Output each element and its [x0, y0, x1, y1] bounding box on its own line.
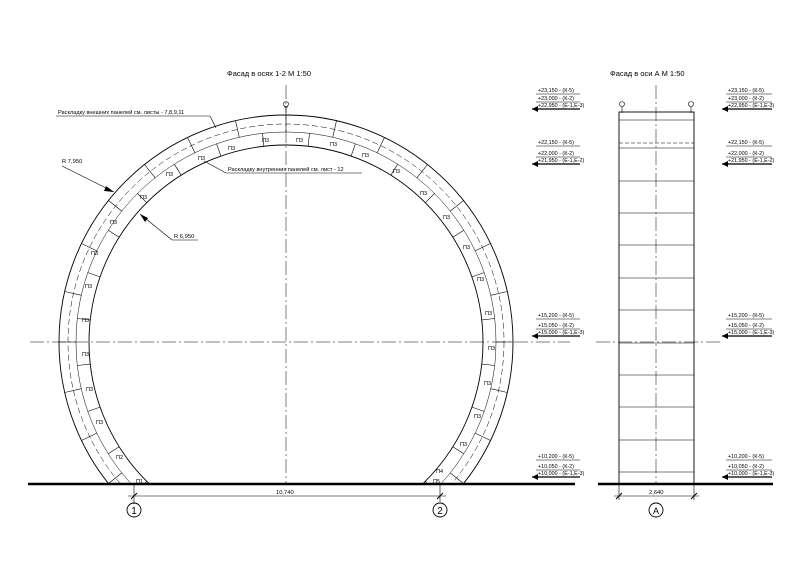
outer-panel-joint: [109, 201, 122, 212]
radius-outer-arrow: [104, 186, 114, 192]
outer-panel-joint: [417, 165, 428, 178]
lifting-lug-icon: [620, 102, 625, 114]
outer-panel-joint: [145, 506, 156, 519]
outer-panel-joint: [417, 506, 428, 519]
inner-panel-joint: [108, 447, 119, 454]
panel-mark: П2: [116, 455, 124, 461]
panel-mark: П3: [362, 153, 370, 159]
inner-panel-joint: [308, 538, 309, 551]
outer-panel-joint: [188, 531, 195, 546]
inner-panel-joint: [77, 364, 90, 365]
level-mark-label: +10,200 - (К-5): [538, 454, 574, 460]
panel-mark: П3: [96, 420, 104, 426]
inner-panel-joint: [308, 133, 309, 146]
level-mark-label: +15,000 - (Е-1,Е-3): [538, 330, 585, 336]
front-facade-title: Фасад в осях 1-2 М 1:50: [227, 69, 311, 78]
radius-inner-label: R 6,950: [174, 234, 195, 240]
level-mark-label: +22,000 - (К-2): [728, 151, 764, 157]
panel-mark: П5: [433, 479, 441, 485]
outer-panel-joint: [475, 244, 490, 251]
outer-panel-joint: [333, 547, 337, 564]
panel-mark: П3: [443, 215, 451, 221]
inner-panel-joint: [217, 144, 221, 156]
note-inner-panels: Раскладку внутренних панелей см. лист - 12: [228, 167, 344, 173]
inner-panel-joint: [217, 528, 221, 540]
panel-mark: П1: [136, 479, 144, 485]
level-arrow-icon: [532, 161, 538, 167]
note-outer-panels: Раскладку внешних панелей см. листы - 7,8,9,11: [58, 110, 185, 116]
note-outer-leader: [210, 116, 216, 128]
panel-mark: П3: [420, 191, 428, 197]
level-mark-label: +15,050 - (К-2): [728, 323, 764, 329]
level-mark-label: +10,200 - (К-5): [728, 454, 764, 460]
level-mark-label: +15,200 - (К-5): [728, 313, 764, 319]
level-marks-front: [532, 88, 584, 480]
panel-mark: П3: [393, 169, 401, 175]
level-mark-label: +21,950 - (Е-1,Е-2): [728, 158, 775, 164]
width-dimension-value: 2,640: [649, 490, 664, 496]
outer-panel-joint: [491, 292, 508, 296]
inner-panel-joint: [108, 230, 119, 237]
inner-panel-joint: [174, 164, 181, 175]
level-mark-label: +22,150 - (К-5): [538, 140, 574, 146]
side-facade-title: Фасад в оси А М 1:50: [610, 69, 685, 78]
outer-panel-joint: [188, 138, 195, 153]
inner-panel-joint: [351, 528, 355, 540]
lifting-lug-icon: [689, 102, 694, 114]
note-inner-leader: [204, 161, 226, 173]
axis-label-1: 1: [131, 506, 137, 517]
panel-mark: П3: [330, 142, 338, 148]
level-arrow-icon: [722, 333, 728, 339]
outer-panel-joint: [82, 244, 97, 251]
inner-panel-joint: [453, 230, 464, 237]
outer-panel-joint: [236, 121, 240, 138]
outer-panel-joint: [82, 433, 97, 440]
panel-mark: П3: [228, 146, 236, 152]
axis-label-2: 2: [437, 506, 443, 517]
span-dimension-value: 10,740: [276, 490, 294, 496]
panel-mark: П3: [296, 138, 304, 144]
inner-panel-joint: [351, 144, 355, 156]
outer-panel-joint: [145, 165, 156, 178]
level-mark-label: +23,000 - (К-2): [728, 96, 764, 102]
panel-mark: П3: [460, 442, 468, 448]
level-mark-label: +10,050 - (К-2): [538, 464, 574, 470]
level-mark-label: +15,050 - (К-2): [538, 323, 574, 329]
level-arrow-icon: [722, 106, 728, 112]
level-mark-label: +23,000 - (К-2): [538, 96, 574, 102]
outer-panel-joint: [65, 389, 82, 393]
level-mark-label: +22,950 - (Е-1,Е-3): [728, 103, 775, 109]
panel-mark: П3: [463, 245, 471, 251]
panel-mark: П3: [198, 156, 206, 162]
inner-panel-joint: [174, 509, 181, 520]
inner-panel-joint: [472, 407, 484, 411]
panel-mark: П3: [477, 277, 485, 283]
panel-mark: П3: [82, 318, 90, 324]
outer-panel-joint: [450, 201, 463, 212]
panel-mark: П3: [85, 284, 93, 290]
outer-panel-joint: [109, 473, 122, 484]
level-mark-label: +23,150 - (К-5): [728, 88, 764, 94]
panel-mark: П3: [140, 195, 148, 201]
side-elevation: [619, 112, 694, 484]
panel-mark: П3: [82, 352, 90, 358]
level-mark-label: +22,000 - (К-2): [538, 151, 574, 157]
level-arrow-icon: [722, 161, 728, 167]
level-arrow-icon: [532, 474, 538, 480]
level-arrow-icon: [532, 106, 538, 112]
outer-panel-joint: [236, 547, 240, 564]
inner-panel-joint: [482, 364, 495, 365]
panel-mark: П4: [436, 469, 444, 475]
level-mark-label: +15,200 - (К-5): [538, 313, 574, 319]
inner-panel-joint: [482, 319, 495, 320]
panel-mark: П3: [484, 381, 492, 387]
panel-mark: П3: [110, 220, 118, 226]
panel-mark: П3: [474, 414, 482, 420]
radius-inner-arrow: [140, 214, 148, 222]
panel-mark: П3: [86, 387, 94, 393]
panel-mark: П3: [485, 311, 493, 317]
panel-mark: П3: [166, 172, 174, 178]
level-mark-label: +10,000 - (Е-1,Е-3): [538, 471, 585, 477]
level-mark-label: +10,000 - (Е-1,Е-3): [728, 471, 775, 477]
inner-panel-joint: [391, 509, 398, 520]
panel-mark: П3: [262, 138, 270, 144]
level-arrow-icon: [722, 474, 728, 480]
outer-panel-joint: [377, 138, 384, 153]
outer-panel-joint: [450, 473, 463, 484]
level-marks-side: [722, 88, 774, 480]
level-mark-label: +22,950 - (Е-1,Е-3): [538, 103, 585, 109]
level-mark-label: +21,950 - (Е-1,Е-2): [538, 158, 585, 164]
inner-panel-joint: [88, 273, 100, 277]
level-mark-label: +22,150 - (К-5): [728, 140, 764, 146]
axis-label-a: А: [652, 506, 660, 516]
outer-panel-joint: [475, 433, 490, 440]
inner-panel-joint: [88, 407, 100, 411]
level-arrow-icon: [532, 333, 538, 339]
inner-panel-joint: [263, 538, 264, 551]
radius-outer-label: R 7,950: [62, 159, 83, 165]
level-mark-label: +15,000 - (Е-1,Е-3): [728, 330, 775, 336]
panel-mark: П3: [91, 251, 99, 257]
panel-mark: П3: [488, 346, 496, 352]
level-mark-label: +10,050 - (К-2): [728, 464, 764, 470]
level-mark-label: +23,150 - (К-5): [538, 88, 574, 94]
outer-panel-joint: [377, 531, 384, 546]
